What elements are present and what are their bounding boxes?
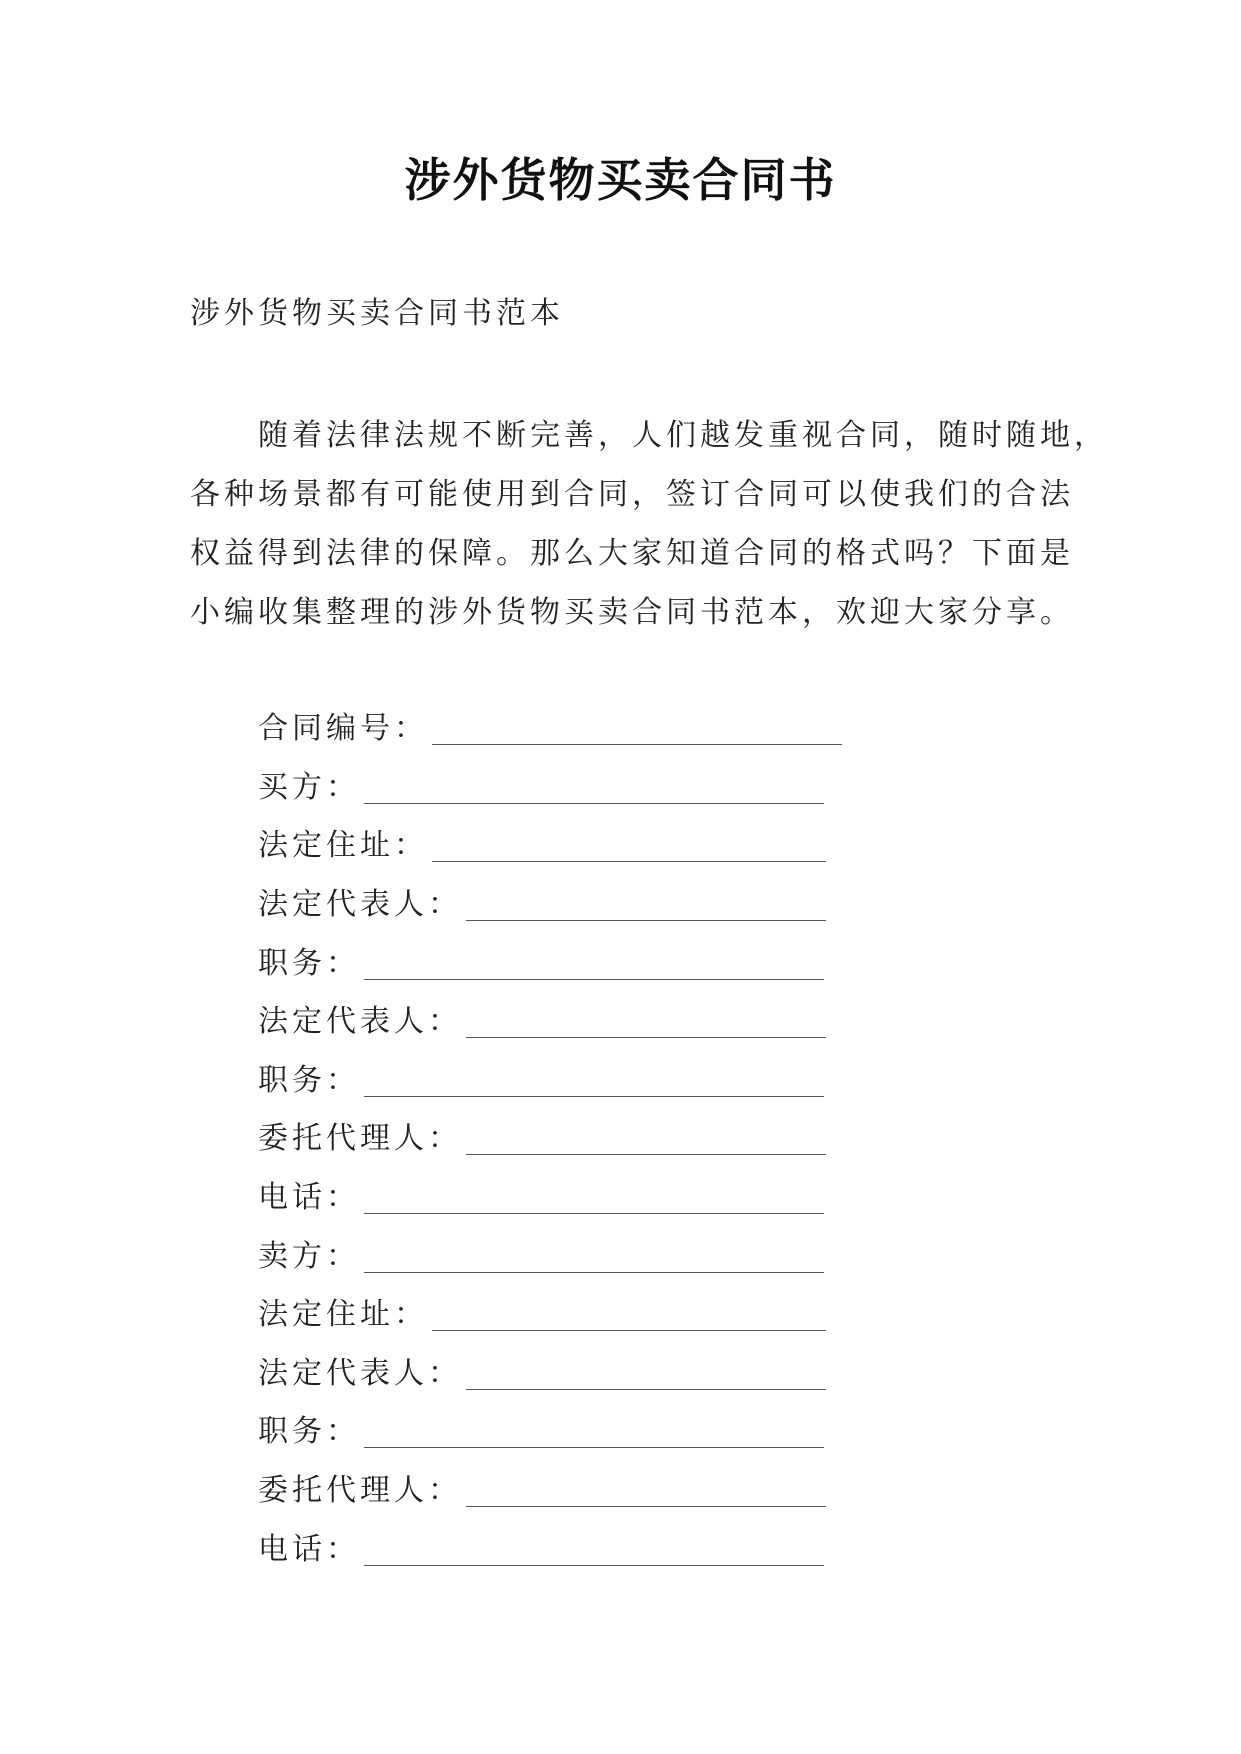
field-label: 职务： [258, 1414, 360, 1450]
field-buyer-position-2 [258, 1052, 898, 1111]
intro-line: 随着法律法规不断完善，人们越发重视合同，随时随地， [258, 418, 1108, 453]
blank-fill-line[interactable] [466, 1388, 826, 1390]
blank-fill-line[interactable] [466, 1036, 826, 1038]
field-contract-number [258, 700, 898, 759]
blank-fill-line[interactable] [364, 978, 824, 980]
field-buyer-phone [258, 1169, 898, 1228]
field-label: 法定代表人： [258, 1355, 462, 1391]
document-subtitle: 涉外货物买卖合同书范本 [190, 296, 564, 331]
blank-fill-line[interactable] [364, 1564, 824, 1566]
field-label: 法定代表人： [258, 887, 462, 923]
field-label: 职务： [258, 945, 360, 981]
field-label: 卖方： [258, 1238, 360, 1274]
blank-fill-line[interactable] [432, 860, 826, 862]
intro-line: 各种场景都有可能使用到合同，签订合同可以使我们的合法 [190, 477, 1074, 512]
field-seller-address [258, 1286, 898, 1345]
field-buyer-legal-representative [258, 876, 898, 935]
field-label: 合同编号： [258, 711, 428, 747]
blank-fill-line[interactable] [364, 1095, 824, 1097]
field-label: 买方： [258, 769, 360, 805]
field-buyer-agent [258, 1110, 898, 1169]
intro-paragraph [190, 406, 1108, 642]
field-label: 委托代理人： [258, 1473, 462, 1509]
field-seller-legal-representative [258, 1345, 898, 1404]
blank-fill-line[interactable] [432, 743, 842, 745]
field-label: 委托代理人： [258, 1121, 462, 1157]
field-label: 法定代表人： [258, 1004, 462, 1040]
field-label: 法定住址： [258, 1297, 428, 1333]
intro-line: 小编收集整理的涉外货物买卖合同书范本，欢迎大家分享。 [190, 595, 1074, 630]
field-seller [258, 1227, 898, 1286]
blank-fill-line[interactable] [466, 1153, 826, 1155]
field-label: 法定住址： [258, 828, 428, 864]
field-buyer [258, 759, 898, 818]
field-buyer-legal-representative-2 [258, 993, 898, 1052]
blank-fill-line[interactable] [364, 1446, 824, 1448]
field-label: 职务： [258, 1062, 360, 1098]
field-buyer-position [258, 934, 898, 993]
field-seller-agent [258, 1462, 898, 1521]
field-buyer-address [258, 817, 898, 876]
field-label: 电话： [258, 1180, 360, 1216]
document-title: 涉外货物买卖合同书 [404, 153, 837, 207]
blank-fill-line[interactable] [364, 1212, 824, 1214]
field-seller-position [258, 1403, 898, 1462]
blank-fill-line[interactable] [432, 1329, 826, 1331]
blank-fill-line[interactable] [364, 802, 824, 804]
blank-fill-line[interactable] [466, 1505, 826, 1507]
blank-fill-line[interactable] [466, 919, 826, 921]
field-seller-phone [258, 1520, 898, 1579]
field-label: 电话： [258, 1531, 360, 1567]
intro-line: 权益得到法律的保障。那么大家知道合同的格式吗？下面是 [190, 536, 1074, 571]
blank-fill-line[interactable] [364, 1271, 824, 1273]
contract-fields [258, 700, 898, 1579]
